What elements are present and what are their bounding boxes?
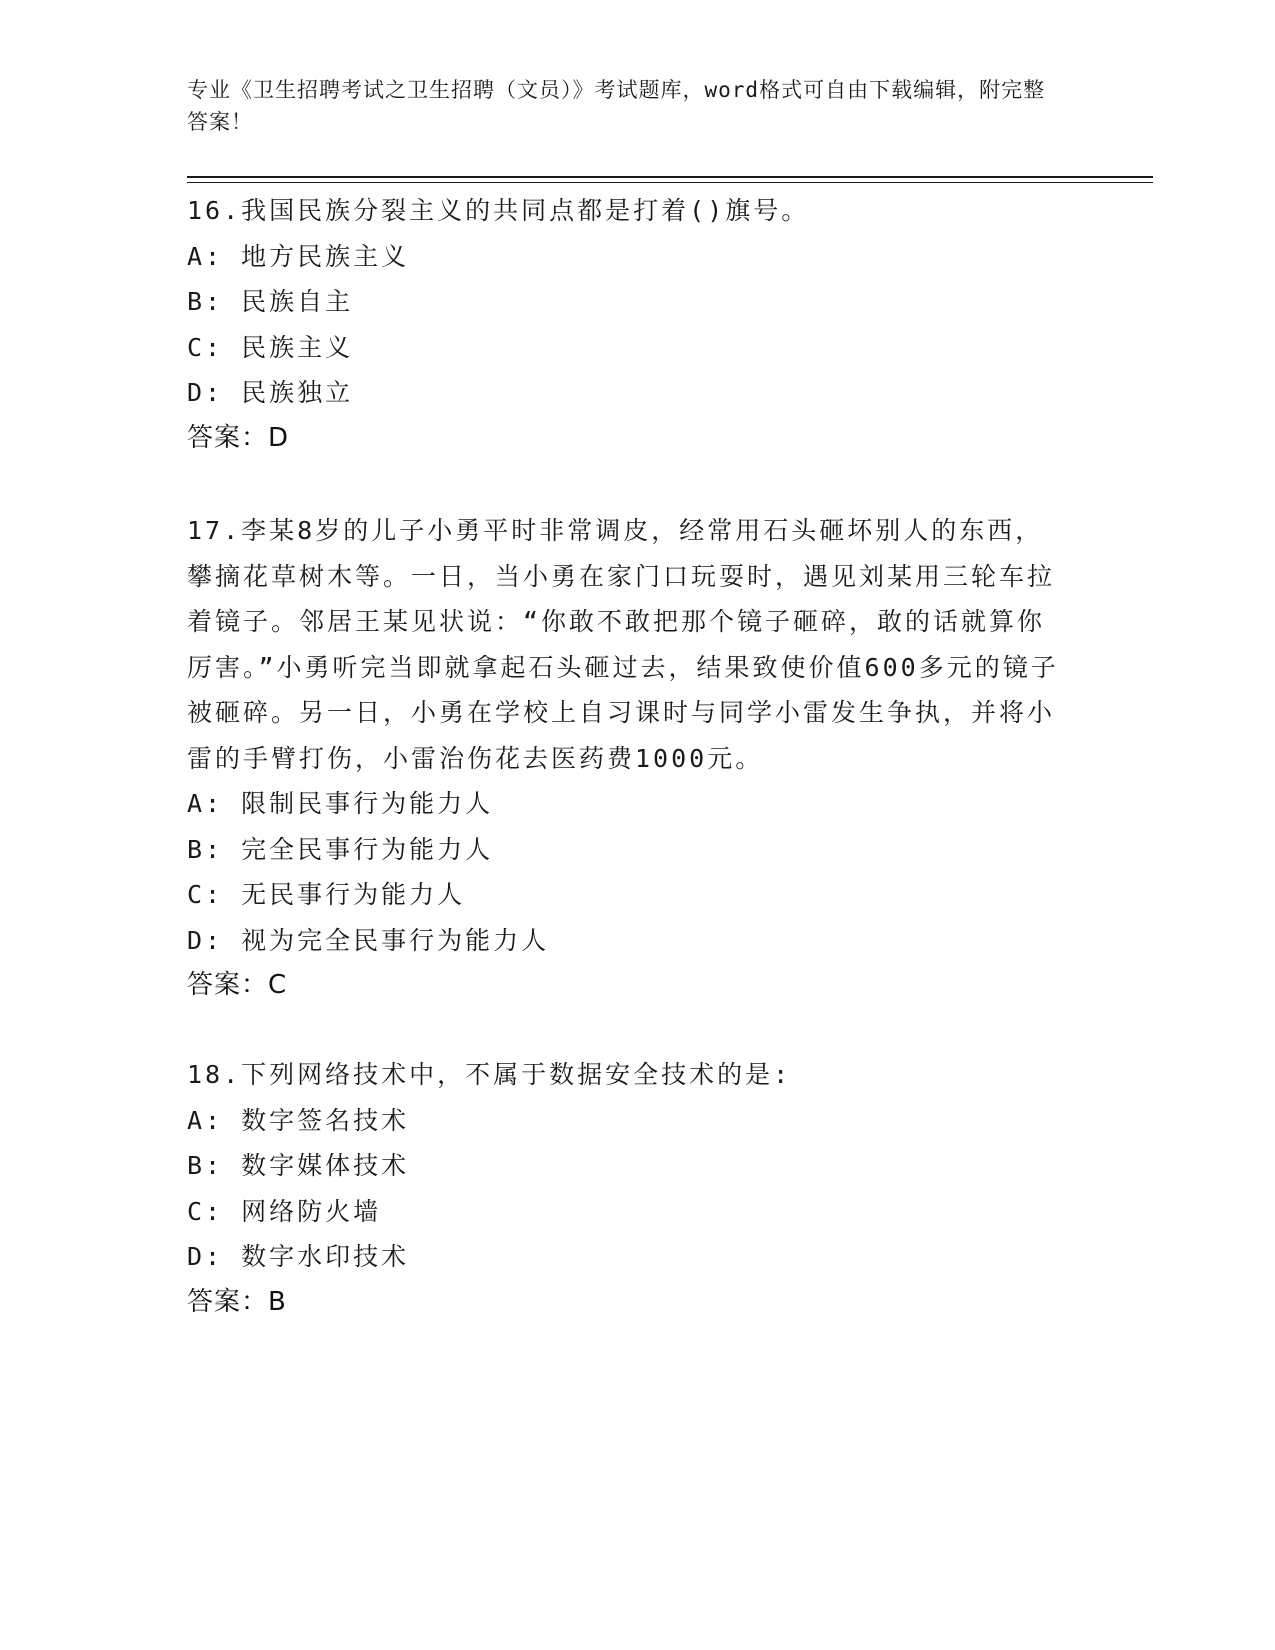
- question-stem: 18.下列网络技术中，不属于数据安全技术的是:: [187, 1060, 792, 1089]
- answer: 答案：C: [187, 970, 288, 1000]
- option-d: D: 民族独立: [187, 378, 354, 407]
- option-c: C: 无民事行为能力人: [187, 880, 466, 909]
- question-stem: 16.我国民族分裂主义的共同点都是打着()旗号。: [187, 196, 810, 225]
- option-d: D: 视为完全民事行为能力人: [187, 925, 550, 955]
- option-a: A: 数字签名技术: [187, 1105, 410, 1135]
- document-header: 专业《卫生招聘考试之卫生招聘（文员）》考试题库，word格式可自由下载编辑，附完整答案！: [187, 78, 1046, 134]
- question-stem: 17.李某8岁的儿子小勇平时非常调皮，经常用石头砸坏别人的东西，攀摘花草树木等。一日，当小勇在家门口玩耍时，遇见刘某用三轮车拉着镜子。邻居王某见状说：“你敢不敢把那个镜子砸碎，敢的话就算你厉害。”小勇听完当即就拿起石头砸过去，结果致使价值600多元的镜子被砸碎。另一日，小勇在学校上自习课时与同学小雷发生争执，并将小雷的手臂打伤，小雷治伤花去医药费1000元。: [187, 516, 1059, 773]
- question-17: [187, 508, 1067, 1009]
- option-d: D: 数字水印技术: [187, 1242, 410, 1271]
- answer: 答案：B: [187, 1286, 287, 1317]
- option-a: A: 地方民族主义: [187, 241, 410, 271]
- header-divider-thin: [187, 182, 1153, 183]
- header-divider-thick: [187, 176, 1153, 178]
- option-b: B: 民族自主: [187, 287, 354, 316]
- question-18: [187, 1052, 1067, 1325]
- option-b: B: 数字媒体技术: [187, 1151, 410, 1180]
- option-c: C: 民族主义: [187, 332, 354, 362]
- answer: 答案：D: [187, 422, 290, 453]
- option-c: C: 网络防火墙: [187, 1196, 382, 1226]
- question-16: [187, 188, 1067, 461]
- option-b: B: 完全民事行为能力人: [187, 834, 494, 864]
- option-a: A: 限制民事行为能力人: [187, 789, 494, 818]
